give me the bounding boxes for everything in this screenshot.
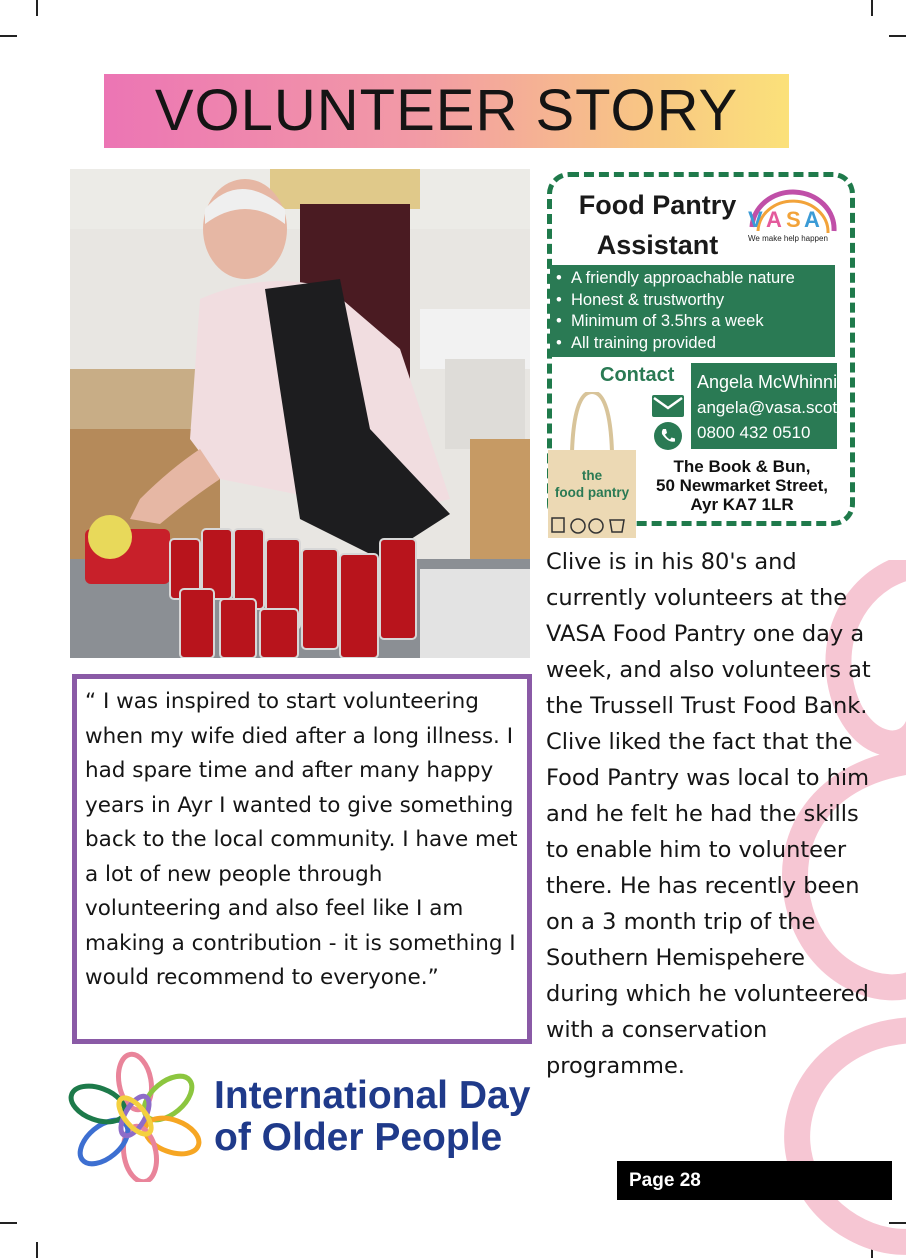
phone-icon: [654, 422, 682, 450]
job-advert-card: [547, 172, 855, 526]
crop-mark: [0, 1222, 17, 1224]
idop-line-2: of Older People: [214, 1116, 503, 1159]
requirement-item: • Minimum of 3.5hrs a week: [556, 311, 829, 333]
requirements-list: [550, 265, 835, 357]
svg-text:V: V: [748, 207, 763, 232]
job-title: Food Pantry Assistant: [578, 190, 737, 260]
contact-details: [691, 363, 848, 449]
contact-name: Angela McWhinnie: [697, 372, 848, 392]
mail-icon: [652, 395, 684, 417]
quote-box: [72, 674, 532, 1044]
contact-label: Contact: [600, 364, 675, 386]
requirement-item: • A friendly approachable nature: [556, 268, 829, 290]
requirement-item: • Honest & trustworthy: [556, 290, 829, 312]
contact-email[interactable]: angela@vasa.scot: [697, 398, 838, 417]
food-pantry-logo-text: the food pantry: [554, 468, 630, 500]
svg-text:S: S: [786, 207, 801, 232]
contact-phone[interactable]: 0800 432 0510: [697, 423, 811, 442]
svg-text:A: A: [766, 207, 782, 232]
crop-mark: [889, 35, 906, 37]
page-title: VOLUNTEER STORY: [154, 78, 739, 143]
idop-heading: [214, 1075, 544, 1159]
crop-mark: [871, 0, 873, 16]
venue-address: The Book & Bun, 50 Newmarket Street, Ayr KA7 1LR: [656, 457, 828, 514]
requirement-item: • All training provided: [556, 333, 829, 355]
title-banner: [104, 74, 789, 148]
crop-mark: [36, 0, 38, 16]
page-number: Page 28: [617, 1161, 892, 1200]
svg-text:A: A: [804, 207, 820, 232]
quote-text: “ I was inspired to start volunteering when my wife died after a long illness. I had spare time and after many happy years in Ayr I wanted to give something back to the local community. I have met a lot of new people through volunteering and also feel like I am making a contribution - it is something I would recommend to everyone.”: [85, 689, 518, 990]
vasa-logo: [744, 187, 842, 249]
tote-bag-icon: [546, 392, 638, 538]
crop-mark: [0, 35, 17, 37]
svg-text:We make help happen: We make help happen: [748, 234, 828, 243]
crop-mark: [36, 1242, 38, 1258]
story-paragraph: Clive is in his 80's and currently volunteers at the VASA Food Pantry one day a week, and also volunteers at the Trussell Trust Food Bank. Clive liked the fact that the Food Pantry was local to him and he felt he had the skills to enable him to volunteer there. He has recently been on a 3 month trip of the Southern Hemispehere during which he volunteered with a conservation programme.: [546, 549, 871, 1079]
idop-line-1: International Day: [214, 1074, 531, 1117]
international-day-of-older-people-logo: [68, 1050, 202, 1182]
volunteer-photo: [70, 169, 530, 658]
